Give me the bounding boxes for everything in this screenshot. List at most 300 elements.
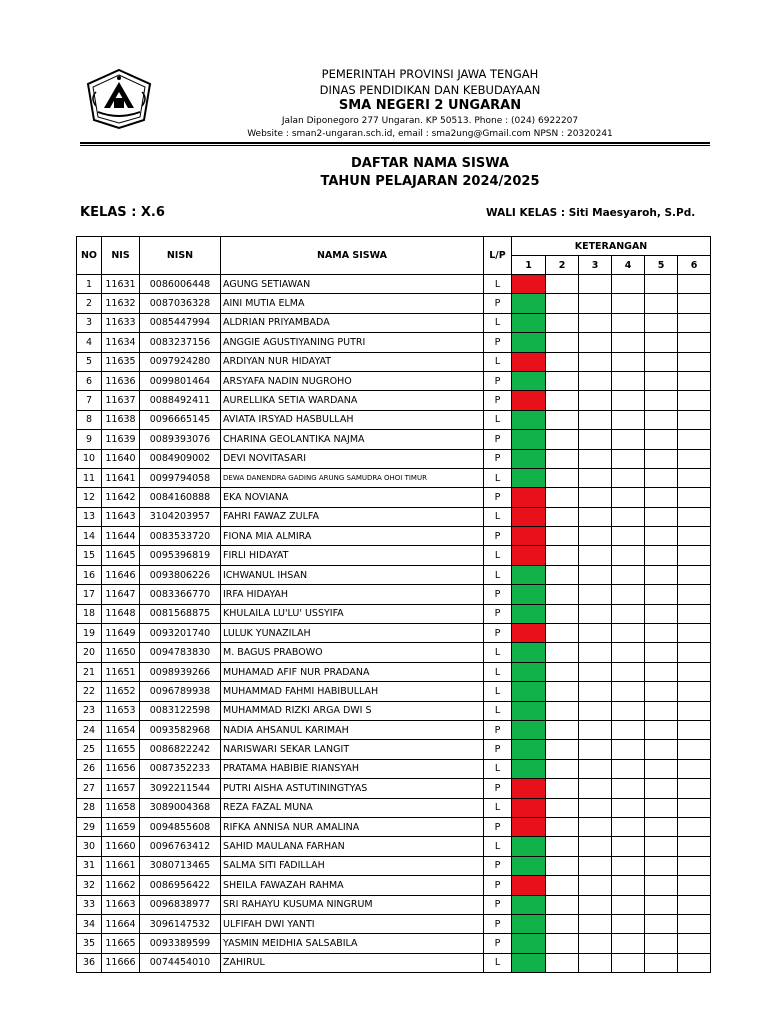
cell-lp: L <box>484 759 512 778</box>
keterangan-cell <box>645 740 678 759</box>
cell-nisn: 0074454010 <box>140 953 221 972</box>
header-divider-thin <box>80 145 710 146</box>
table-row <box>77 701 711 720</box>
cell-nis: 11658 <box>102 798 140 817</box>
cell-lp: L <box>484 798 512 817</box>
cell-lp: L <box>484 643 512 662</box>
cell-no: 11 <box>77 468 102 487</box>
cell-nisn: 0084160888 <box>140 488 221 507</box>
keterangan-cell <box>579 449 612 468</box>
keterangan-cell <box>645 507 678 526</box>
keterangan-cell <box>645 333 678 352</box>
table-row <box>77 371 711 390</box>
cell-no: 1 <box>77 275 102 294</box>
keterangan-cell <box>579 430 612 449</box>
status-cell-red <box>512 817 546 836</box>
cell-nisn: 0096789938 <box>140 682 221 701</box>
keterangan-cell <box>546 876 579 895</box>
keterangan-cell <box>645 391 678 410</box>
cell-nisn: 3096147532 <box>140 914 221 933</box>
table-row <box>77 352 711 371</box>
cell-nama: AVIATA IRSYAD HASBULLAH <box>221 410 484 429</box>
cell-nisn: 0093582968 <box>140 720 221 739</box>
cell-nis: 11633 <box>102 313 140 332</box>
table-row <box>77 604 711 623</box>
cell-nama: PRATAMA HABIBIE RIANSYAH <box>221 759 484 778</box>
cell-no: 5 <box>77 352 102 371</box>
cell-nisn: 0084909002 <box>140 449 221 468</box>
cell-nisn: 0096838977 <box>140 895 221 914</box>
cell-nama: ZAHIRUL <box>221 953 484 972</box>
keterangan-cell <box>678 643 711 662</box>
keterangan-cell <box>546 740 579 759</box>
keterangan-cell <box>579 488 612 507</box>
cell-nama: AINI MUTIA ELMA <box>221 294 484 313</box>
keterangan-cell <box>612 410 645 429</box>
cell-no: 2 <box>77 294 102 313</box>
keterangan-cell <box>678 313 711 332</box>
cell-nis: 11653 <box>102 701 140 720</box>
col-header-keterangan-1: 1 <box>512 256 546 275</box>
keterangan-cell <box>645 294 678 313</box>
status-cell-green <box>512 662 546 681</box>
keterangan-cell <box>546 895 579 914</box>
cell-no: 9 <box>77 430 102 449</box>
cell-no: 32 <box>77 876 102 895</box>
cell-lp: L <box>484 410 512 429</box>
keterangan-cell <box>579 837 612 856</box>
cell-nis: 11663 <box>102 895 140 914</box>
cell-nama: SAHID MAULANA FARHAN <box>221 837 484 856</box>
cell-nama: ALDRIAN PRIYAMBADA <box>221 313 484 332</box>
keterangan-cell <box>645 488 678 507</box>
keterangan-cell <box>678 953 711 972</box>
cell-lp: P <box>484 779 512 798</box>
cell-nis: 11654 <box>102 720 140 739</box>
keterangan-cell <box>579 914 612 933</box>
keterangan-cell <box>546 798 579 817</box>
status-cell-red <box>512 546 546 565</box>
keterangan-cell <box>612 817 645 836</box>
cell-lp: P <box>484 430 512 449</box>
keterangan-cell <box>678 468 711 487</box>
keterangan-cell <box>645 352 678 371</box>
keterangan-cell <box>579 895 612 914</box>
keterangan-cell <box>678 798 711 817</box>
keterangan-cell <box>546 565 579 584</box>
cell-nisn: 0099801464 <box>140 371 221 390</box>
keterangan-cell <box>678 876 711 895</box>
cell-nis: 11659 <box>102 817 140 836</box>
table-row <box>77 585 711 604</box>
table-row <box>77 546 711 565</box>
table-row <box>77 333 711 352</box>
status-cell-red <box>512 527 546 546</box>
table-row <box>77 837 711 856</box>
keterangan-cell <box>579 313 612 332</box>
cell-lp: P <box>484 391 512 410</box>
cell-no: 31 <box>77 856 102 875</box>
status-cell-green <box>512 720 546 739</box>
cell-no: 30 <box>77 837 102 856</box>
keterangan-cell <box>612 643 645 662</box>
cell-lp: P <box>484 720 512 739</box>
cell-no: 35 <box>77 934 102 953</box>
keterangan-cell <box>645 468 678 487</box>
cell-nama: ARDIYAN NUR HIDAYAT <box>221 352 484 371</box>
status-cell-green <box>512 914 546 933</box>
keterangan-cell <box>645 565 678 584</box>
header-school-name: SMA NEGERI 2 UNGARAN <box>338 98 522 113</box>
keterangan-cell <box>546 856 579 875</box>
status-cell-green <box>512 449 546 468</box>
keterangan-cell <box>546 294 579 313</box>
cell-nis: 11652 <box>102 682 140 701</box>
cell-nis: 11655 <box>102 740 140 759</box>
keterangan-cell <box>612 585 645 604</box>
header-contact: Website : sman2-ungaran.sch.id, email : sma2ung@Gmail.com NPSN : 20320241 <box>247 129 613 139</box>
table-row <box>77 934 711 953</box>
keterangan-cell <box>678 895 711 914</box>
cell-nama: ICHWANUL IHSAN <box>221 565 484 584</box>
keterangan-cell <box>678 371 711 390</box>
keterangan-cell <box>645 604 678 623</box>
status-cell-red <box>512 624 546 643</box>
cell-nis: 11648 <box>102 604 140 623</box>
keterangan-cell <box>546 779 579 798</box>
keterangan-cell <box>678 604 711 623</box>
keterangan-cell <box>678 682 711 701</box>
status-cell-green <box>512 837 546 856</box>
cell-nama: FIRLI HIDAYAT <box>221 546 484 565</box>
class-label: KELAS : X.6 <box>80 205 165 220</box>
keterangan-cell <box>645 914 678 933</box>
status-cell-green <box>512 934 546 953</box>
cell-lp: L <box>484 546 512 565</box>
cell-nis: 11666 <box>102 953 140 972</box>
cell-lp: P <box>484 624 512 643</box>
keterangan-cell <box>612 662 645 681</box>
status-cell-green <box>512 953 546 972</box>
cell-lp: L <box>484 352 512 371</box>
cell-nis: 11645 <box>102 546 140 565</box>
header-divider <box>80 142 710 144</box>
cell-no: 24 <box>77 720 102 739</box>
keterangan-cell <box>612 701 645 720</box>
cell-nisn: 0087352233 <box>140 759 221 778</box>
cell-lp: L <box>484 701 512 720</box>
table-row <box>77 798 711 817</box>
cell-no: 29 <box>77 817 102 836</box>
keterangan-cell <box>645 876 678 895</box>
cell-nis: 11661 <box>102 856 140 875</box>
cell-nis: 11643 <box>102 507 140 526</box>
keterangan-cell <box>645 759 678 778</box>
status-cell-red <box>512 352 546 371</box>
status-cell-green <box>512 740 546 759</box>
cell-no: 6 <box>77 371 102 390</box>
cell-lp: L <box>484 662 512 681</box>
cell-nisn: 3104203957 <box>140 507 221 526</box>
cell-nis: 11631 <box>102 275 140 294</box>
cell-no: 36 <box>77 953 102 972</box>
keterangan-cell <box>678 430 711 449</box>
cell-nama: IRFA HIDAYAH <box>221 585 484 604</box>
keterangan-cell <box>612 352 645 371</box>
province-emblem-logo <box>84 68 154 130</box>
cell-no: 14 <box>77 527 102 546</box>
keterangan-cell <box>612 391 645 410</box>
cell-lp: P <box>484 934 512 953</box>
cell-nis: 11634 <box>102 333 140 352</box>
keterangan-cell <box>645 720 678 739</box>
cell-nama: NARISWARI SEKAR LANGIT <box>221 740 484 759</box>
status-cell-green <box>512 371 546 390</box>
keterangan-cell <box>579 468 612 487</box>
cell-nama: MUHAMMAD RIZKI ARGA DWI S <box>221 701 484 720</box>
keterangan-cell <box>678 449 711 468</box>
cell-nis: 11650 <box>102 643 140 662</box>
cell-nisn: 0085447994 <box>140 313 221 332</box>
keterangan-cell <box>678 507 711 526</box>
keterangan-cell <box>678 275 711 294</box>
keterangan-cell <box>579 565 612 584</box>
cell-nisn: 3089004368 <box>140 798 221 817</box>
keterangan-cell <box>645 371 678 390</box>
keterangan-cell <box>612 488 645 507</box>
cell-nisn: 3092211544 <box>140 779 221 798</box>
keterangan-cell <box>612 546 645 565</box>
keterangan-cell <box>546 449 579 468</box>
keterangan-cell <box>645 546 678 565</box>
keterangan-cell <box>579 856 612 875</box>
cell-nisn: 3080713465 <box>140 856 221 875</box>
keterangan-cell <box>546 391 579 410</box>
cell-no: 10 <box>77 449 102 468</box>
keterangan-cell <box>645 895 678 914</box>
keterangan-cell <box>579 643 612 662</box>
keterangan-cell <box>579 876 612 895</box>
keterangan-cell <box>645 779 678 798</box>
keterangan-cell <box>579 527 612 546</box>
keterangan-cell <box>612 759 645 778</box>
cell-nama: MUHAMAD AFIF NUR PRADANA <box>221 662 484 681</box>
keterangan-cell <box>579 333 612 352</box>
header-department: DINAS PENDIDIKAN DAN KEBUDAYAAN <box>319 83 541 97</box>
cell-no: 34 <box>77 914 102 933</box>
status-cell-green <box>512 585 546 604</box>
keterangan-cell <box>612 624 645 643</box>
table-row <box>77 953 711 972</box>
col-header-keterangan-5: 5 <box>645 256 678 275</box>
keterangan-cell <box>678 333 711 352</box>
cell-nama: M. BAGUS PRABOWO <box>221 643 484 662</box>
table-row <box>77 275 711 294</box>
cell-nisn: 0083237156 <box>140 333 221 352</box>
status-cell-green <box>512 643 546 662</box>
keterangan-cell <box>612 856 645 875</box>
keterangan-cell <box>579 798 612 817</box>
cell-nama: SALMA SITI FADILLAH <box>221 856 484 875</box>
cell-nis: 11639 <box>102 430 140 449</box>
keterangan-cell <box>546 624 579 643</box>
keterangan-cell <box>645 934 678 953</box>
keterangan-cell <box>612 953 645 972</box>
cell-no: 23 <box>77 701 102 720</box>
cell-lp: P <box>484 488 512 507</box>
keterangan-cell <box>678 391 711 410</box>
status-cell-red <box>512 488 546 507</box>
cell-nisn: 0087036328 <box>140 294 221 313</box>
cell-no: 19 <box>77 624 102 643</box>
keterangan-cell <box>579 275 612 294</box>
cell-nisn: 0083533720 <box>140 527 221 546</box>
keterangan-cell <box>579 391 612 410</box>
status-cell-red <box>512 876 546 895</box>
table-row <box>77 662 711 681</box>
keterangan-cell <box>546 410 579 429</box>
keterangan-cell <box>579 352 612 371</box>
keterangan-cell <box>645 527 678 546</box>
col-header-lp: L/P <box>484 237 512 275</box>
cell-no: 7 <box>77 391 102 410</box>
table-row <box>77 468 711 487</box>
keterangan-cell <box>546 313 579 332</box>
keterangan-cell <box>612 837 645 856</box>
keterangan-cell <box>546 507 579 526</box>
keterangan-cell <box>678 856 711 875</box>
cell-nama: AGUNG SETIAWAN <box>221 275 484 294</box>
keterangan-cell <box>612 914 645 933</box>
cell-nis: 11664 <box>102 914 140 933</box>
cell-nis: 11636 <box>102 371 140 390</box>
status-cell-green <box>512 333 546 352</box>
keterangan-cell <box>612 895 645 914</box>
cell-nisn: 0095396819 <box>140 546 221 565</box>
keterangan-cell <box>579 410 612 429</box>
table-row <box>77 914 711 933</box>
keterangan-cell <box>579 682 612 701</box>
cell-lp: P <box>484 856 512 875</box>
keterangan-cell <box>678 585 711 604</box>
keterangan-cell <box>645 798 678 817</box>
keterangan-cell <box>579 740 612 759</box>
cell-nis: 11632 <box>102 294 140 313</box>
table-row <box>77 759 711 778</box>
col-header-keterangan-2: 2 <box>546 256 579 275</box>
keterangan-cell <box>645 275 678 294</box>
cell-lp: P <box>484 527 512 546</box>
cell-nama: ARSYAFA NADIN NUGROHO <box>221 371 484 390</box>
col-header-nama: NAMA SISWA <box>221 237 484 275</box>
keterangan-cell <box>612 371 645 390</box>
keterangan-cell <box>546 682 579 701</box>
table-row <box>77 817 711 836</box>
keterangan-cell <box>579 817 612 836</box>
keterangan-cell <box>579 604 612 623</box>
keterangan-cell <box>579 759 612 778</box>
keterangan-cell <box>645 624 678 643</box>
keterangan-cell <box>612 468 645 487</box>
cell-lp: L <box>484 837 512 856</box>
table-row <box>77 488 711 507</box>
keterangan-cell <box>546 643 579 662</box>
keterangan-cell <box>678 488 711 507</box>
cell-lp: P <box>484 585 512 604</box>
keterangan-cell <box>645 817 678 836</box>
keterangan-cell <box>678 817 711 836</box>
table-row <box>77 449 711 468</box>
table-row <box>77 740 711 759</box>
keterangan-cell <box>612 313 645 332</box>
cell-nisn: 0081568875 <box>140 604 221 623</box>
keterangan-cell <box>579 294 612 313</box>
document-title: DAFTAR NAMA SISWA <box>350 156 510 171</box>
keterangan-cell <box>579 546 612 565</box>
keterangan-cell <box>612 604 645 623</box>
keterangan-cell <box>678 624 711 643</box>
status-cell-green <box>512 856 546 875</box>
cell-nisn: 0094855608 <box>140 817 221 836</box>
col-header-keterangan-6: 6 <box>678 256 711 275</box>
cell-lp: P <box>484 914 512 933</box>
keterangan-cell <box>612 294 645 313</box>
keterangan-cell <box>645 430 678 449</box>
status-cell-green <box>512 682 546 701</box>
table-row <box>77 856 711 875</box>
cell-no: 20 <box>77 643 102 662</box>
cell-nisn: 0099794058 <box>140 468 221 487</box>
keterangan-cell <box>579 779 612 798</box>
keterangan-cell <box>612 779 645 798</box>
cell-lp: P <box>484 876 512 895</box>
cell-nisn: 0093806226 <box>140 565 221 584</box>
keterangan-cell <box>645 313 678 332</box>
cell-lp: L <box>484 507 512 526</box>
cell-lp: L <box>484 953 512 972</box>
cell-nama: RIFKA ANNISA NUR AMALINA <box>221 817 484 836</box>
table-row <box>77 624 711 643</box>
table-row <box>77 313 711 332</box>
cell-nama: DEWA DANENDRA GADING ARUNG SAMUDRA OHOI TIMUR <box>221 468 484 487</box>
cell-no: 15 <box>77 546 102 565</box>
cell-nama: ANGGIE AGUSTIYANING PUTRI <box>221 333 484 352</box>
cell-no: 16 <box>77 565 102 584</box>
cell-no: 18 <box>77 604 102 623</box>
cell-nis: 11646 <box>102 565 140 584</box>
cell-nis: 11647 <box>102 585 140 604</box>
keterangan-cell <box>645 682 678 701</box>
keterangan-cell <box>678 701 711 720</box>
status-cell-red <box>512 507 546 526</box>
cell-nis: 11641 <box>102 468 140 487</box>
table-row <box>77 876 711 895</box>
header-province: PEMERINTAH PROVINSI JAWA TENGAH <box>321 67 539 81</box>
cell-lp: L <box>484 313 512 332</box>
cell-no: 12 <box>77 488 102 507</box>
cell-nisn: 0094783830 <box>140 643 221 662</box>
cell-no: 22 <box>77 682 102 701</box>
cell-nis: 11640 <box>102 449 140 468</box>
cell-nisn: 0093389599 <box>140 934 221 953</box>
cell-no: 3 <box>77 313 102 332</box>
student-table <box>76 236 711 973</box>
status-cell-green <box>512 759 546 778</box>
table-row <box>77 682 711 701</box>
cell-nama: DEVI NOVITASARI <box>221 449 484 468</box>
keterangan-cell <box>546 837 579 856</box>
keterangan-cell <box>612 275 645 294</box>
